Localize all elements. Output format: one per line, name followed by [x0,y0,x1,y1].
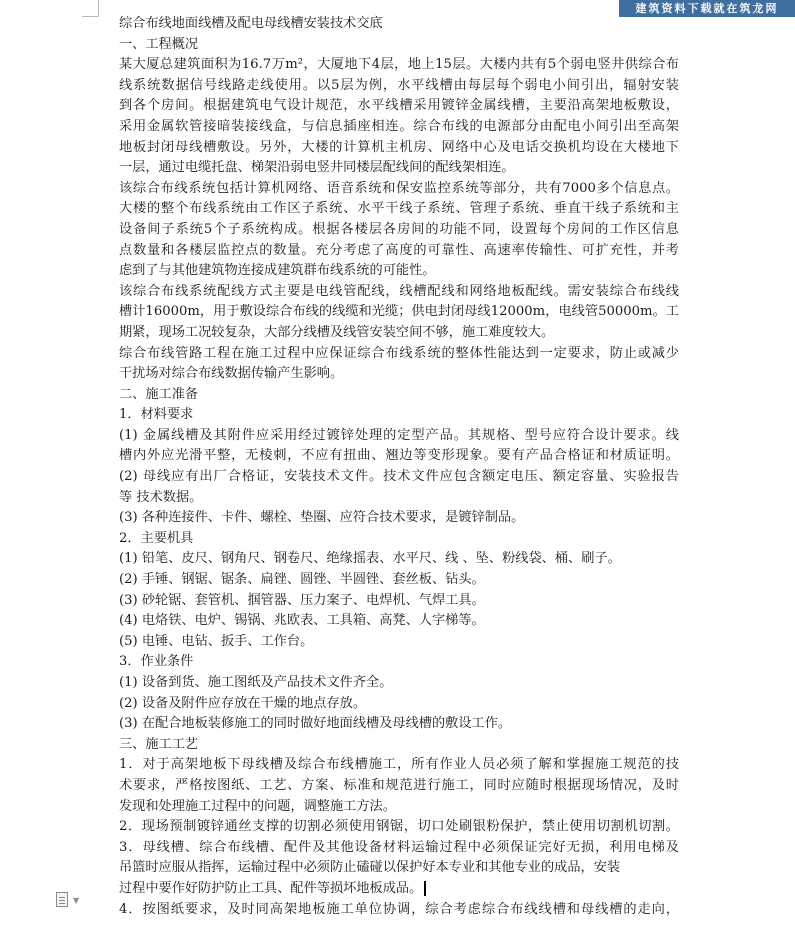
document-icon[interactable] [56,892,68,907]
text-line: 期紧，现场工况较复杂，大部分线槽及线管安装空间不够，施工难度较大。 [119,324,555,340]
text-line: 术要求，严格按图纸、工艺、方案、标准和规范进行施工，同时应随时根据现场情况，及时 [119,777,679,793]
chevron-down-icon[interactable]: ▼ [73,896,80,905]
text-line: 虑到了与其他建筑物连接成建筑群布线系统的可能性。 [119,263,436,279]
text-line: 4．按图纸要求，及时同高架地板施工单位协调，综合考虑综合布线线槽和母线槽的走向， [119,901,679,917]
text-line: 等 技术数据。 [119,489,203,505]
text-line: 3．作业条件 [119,654,194,670]
text-line: 3．母线槽、综合布线槽、配件及其他设备材料运输过程中必须保证完好无损，利用电梯及 [119,839,679,855]
text-line: (3) 各种连接件、卡件、螺栓、垫圈、应符合技术要求，是镀锌制品。 [119,510,525,526]
page-corner-mark-horizontal [82,16,99,17]
text-line: 二、施工准备 [119,386,199,402]
text-line: (1) 铅笔、皮尺、钢角尺、钢卷尺、绝缘摇表、水平尺、线 、坠、粉线袋、桶、刷子。 [119,551,621,567]
text-line: 1．材料要求 [119,407,194,423]
text-line: (1) 设备到货、施工图纸及产品技术文件齐全。 [119,675,393,690]
text-line: 吊篮时应服从指挥，运输过程中必须防止磕碰以保护好本专业和其他专业的成品，安装 [119,860,621,876]
text-line: 槽计16000m，用于敷设综合布线的线缆和光缆；供电封闭母线12000m，电线管50000m。工 [119,304,679,320]
text-cursor [424,881,426,896]
text-line: (5) 电锤、电钻、扳手、工作台。 [119,633,314,649]
page-corner-mark [98,0,99,16]
text-line: (1) 金属线槽及其附件应采用经过镀锌处理的定型产品。其规格、型号应符合设计要求。线 [119,427,679,443]
text-line: 综合布线管路工程在施工过程中应保证综合布线系统的整体性能达到一定要求，防止或减少 [119,345,679,361]
text-line: (3) 砂轮锯、套管机、掴管器、压力案子、电焊机、气焊工具。 [119,592,485,608]
text-line: 地板封闭母线槽敷设。另外，大楼的计算机主机房、网络中心及电话交换机均设在大楼地下 [119,139,679,155]
text-line: (4) 电烙铁、电炉、锡锅、兆欧表、工具箱、高凳、人字梯等。 [119,613,485,629]
text-line: (2) 设备及附件应存放在干燥的地点存放。 [119,695,367,711]
text-line: 2．主要机具 [119,530,194,546]
text-line: 该综合布线系统配线方式主要是电线管配线，线槽配线和网络地板配线。需安装综合布线线 [119,283,679,299]
text-line: 某大厦总建筑面积为16.7万m²，大厦地下4层，地上15层。大楼内共有5个弱电竖井供综合布 [119,57,679,73]
text-line: 2．现场预制镀锌通丝支撑的切割必须使用钢锯，切口处刷银粉保护，禁止使用切割机切割。 [119,819,679,835]
text-line: 大楼的整个布线系统由工作区子系统、水平干线子系统、管理子系统、垂直干线子系统和主 [119,201,679,217]
text-line: 1．对于高架地板下母线槽及综合布线槽施工，所有作业人员必须了解和掌握施工规范的技 [119,757,679,773]
document-body[interactable] [119,14,679,920]
text-line: 三、施工工艺 [119,736,199,752]
text-line: 采用金属软管接暗装接线盒，与信息插座相连。综合布线的电源部分由配电小间引出至高架 [119,118,679,134]
text-line: 一层，通过电缆托盘、梯架沿弱电竖井同楼层配线间的配线架相连。 [119,160,515,176]
text-line: 发现和处理施工过程中的问题，调整施工方法。 [119,798,396,814]
text-line: 过程中要作好防护防止工具、配件等损坏地板成品。 [119,879,679,900]
text-line: 干扰场对综合布线数据传输产生影响。 [119,366,344,382]
text-line: 槽内外应光滑平整，无棱刺，不应有扭曲、翘边等变形现象。要有产品合格证和材质证明。 [119,448,679,464]
text-line: (2) 母线应有出厂合格证，安装技术文件。技术文件应包含额定电压、额定容量、实验报告 [119,469,679,485]
text-line: 到各个房间。根据建筑电气设计规范，水平线槽采用镀锌金属线槽，主要沿高架地板敷设， [119,98,679,114]
text-line: 综合布线地面线槽及配电母线槽安装技术交底 [119,16,383,31]
text-line: 该综合布线系统包括计算机网络、语音系统和保安监控系统等部分，共有7000多个信息点。 [119,180,679,196]
text-line: 线系统数据信号线路走线使用。以5层为例，水平线槽由每层每个弱电小间引出，辐射安装 [119,77,679,93]
text-line: 设备间子系统5个子系统构成。根据各楼层各房间的功能不同，设置每个房间的工作区信息 [119,221,679,237]
text-line: (2) 手锤、钢锯、锯条、扁锉、圆锉、半圆锉、套丝板、钻头。 [119,572,485,588]
text-line: (3) 在配合地板装修施工的同时做好地面线槽及母线槽的敷设工作。 [119,716,512,732]
watermark-banner: 建筑资料下载就在筑龙网 [619,0,795,17]
text-line: 一、工程概况 [119,36,199,52]
text-line: 点数量和各楼层监控点的数量。充分考虑了高度的可靠性、高速率传输性、可扩充性，并考 [119,242,679,258]
